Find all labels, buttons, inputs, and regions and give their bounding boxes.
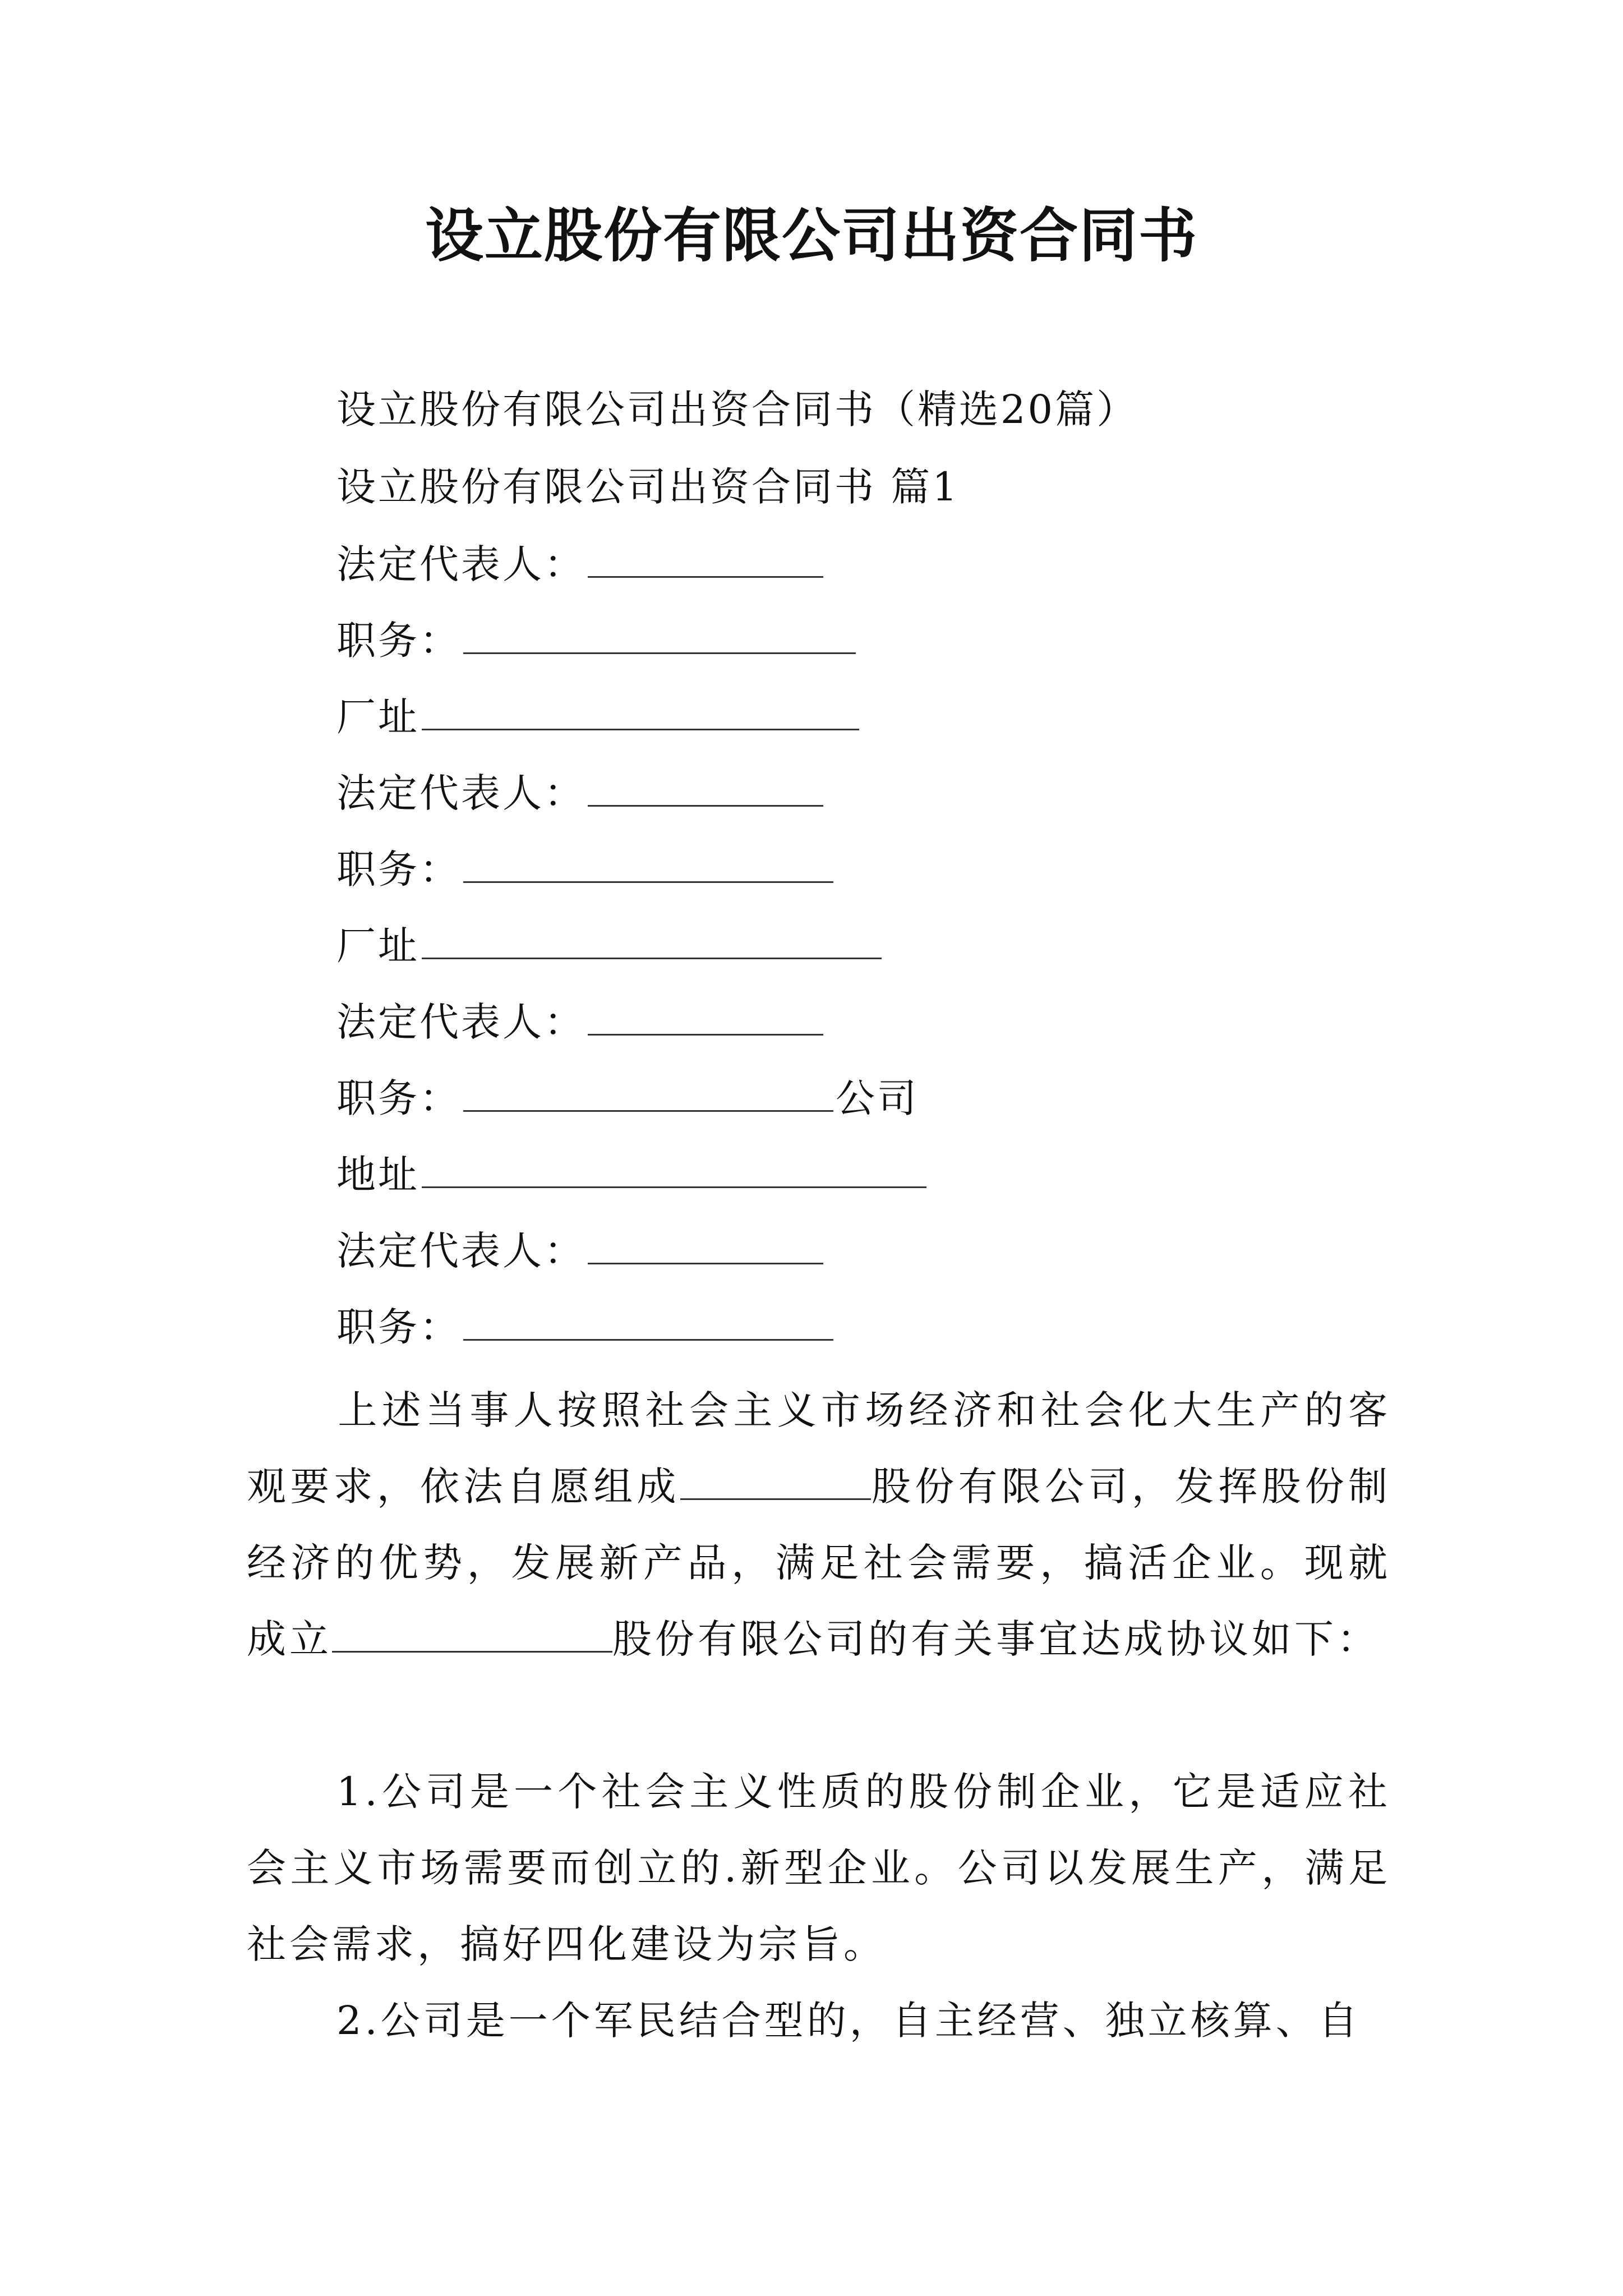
fill-blank: [588, 1223, 823, 1264]
field-position-4: [336, 1299, 836, 1355]
field-label: 职务：: [336, 618, 461, 664]
fill-blank: [463, 1300, 833, 1341]
field-label: 法定代表人：: [336, 541, 585, 587]
paragraph-clause-1: [247, 1754, 1391, 1982]
field-factory-address-2: [336, 918, 884, 974]
para1-part2: 股份有限公司，发挥股份制经济的优势，发展新产品，满足社会需要，搞活企业。现就成立: [247, 1464, 1391, 1662]
fill-blank: [588, 537, 823, 578]
field-suffix: 公司: [836, 1075, 919, 1121]
fill-blank: [463, 613, 856, 654]
section-heading: 设立股份有限公司出资合同书 篇1: [336, 464, 960, 510]
field-legal-rep-4: [336, 1223, 826, 1279]
fill-blank: [422, 918, 882, 959]
field-legal-rep-1: [336, 536, 826, 592]
field-position-2: [336, 841, 836, 898]
field-factory-address-1: [336, 689, 861, 745]
field-label: 地址: [336, 1152, 419, 1198]
field-position-1: [336, 613, 858, 669]
clause-2-text: 2.公司是一个军民结合型的，自主经营、独立核算、自: [336, 1998, 1361, 2044]
fill-blank: [422, 1147, 926, 1188]
field-label: 厂址: [336, 694, 419, 740]
field-label: 职务：: [336, 1304, 461, 1350]
fill-blank: [422, 689, 859, 730]
fill-blank: [588, 766, 823, 807]
para1-part1: 上述当事人按照社会主义市场经济和社会化大生产的客观要求，依法自愿组成: [247, 1387, 1391, 1510]
field-label: 职务：: [336, 1075, 461, 1121]
field-label: 厂址: [336, 923, 419, 969]
field-label: 职务：: [336, 846, 461, 892]
field-position-3: [336, 1070, 919, 1126]
field-label: 法定代表人：: [336, 1228, 585, 1274]
field-legal-rep-3: [336, 994, 826, 1050]
paragraph-clause-2: [247, 1982, 1391, 2059]
document-title: 设立股份有限公司出资合同书: [425, 201, 1198, 270]
field-address: [336, 1147, 929, 1203]
fill-blank: [588, 995, 823, 1036]
fill-blank: [463, 1071, 833, 1112]
fill-blank: [332, 1612, 612, 1653]
field-label: 法定代表人：: [336, 999, 585, 1045]
fill-blank: [680, 1459, 871, 1500]
field-label: 法定代表人：: [336, 770, 585, 816]
document-subtitle: 设立股份有限公司出资合同书（精选20篇）: [336, 386, 1138, 432]
field-legal-rep-2: [336, 765, 826, 821]
paragraph-intro: [247, 1372, 1391, 1677]
fill-blank: [463, 842, 833, 883]
clause-1-text: 1.公司是一个社会主义性质的股份制企业，它是适应社会主义市场需要而创立的.新型企业。公司以发展生产，满足社会需求，搞好四化建设为宗旨。: [247, 1769, 1391, 1967]
para1-part3: 股份有限公司的有关事宜达成协议如下：: [612, 1616, 1380, 1662]
